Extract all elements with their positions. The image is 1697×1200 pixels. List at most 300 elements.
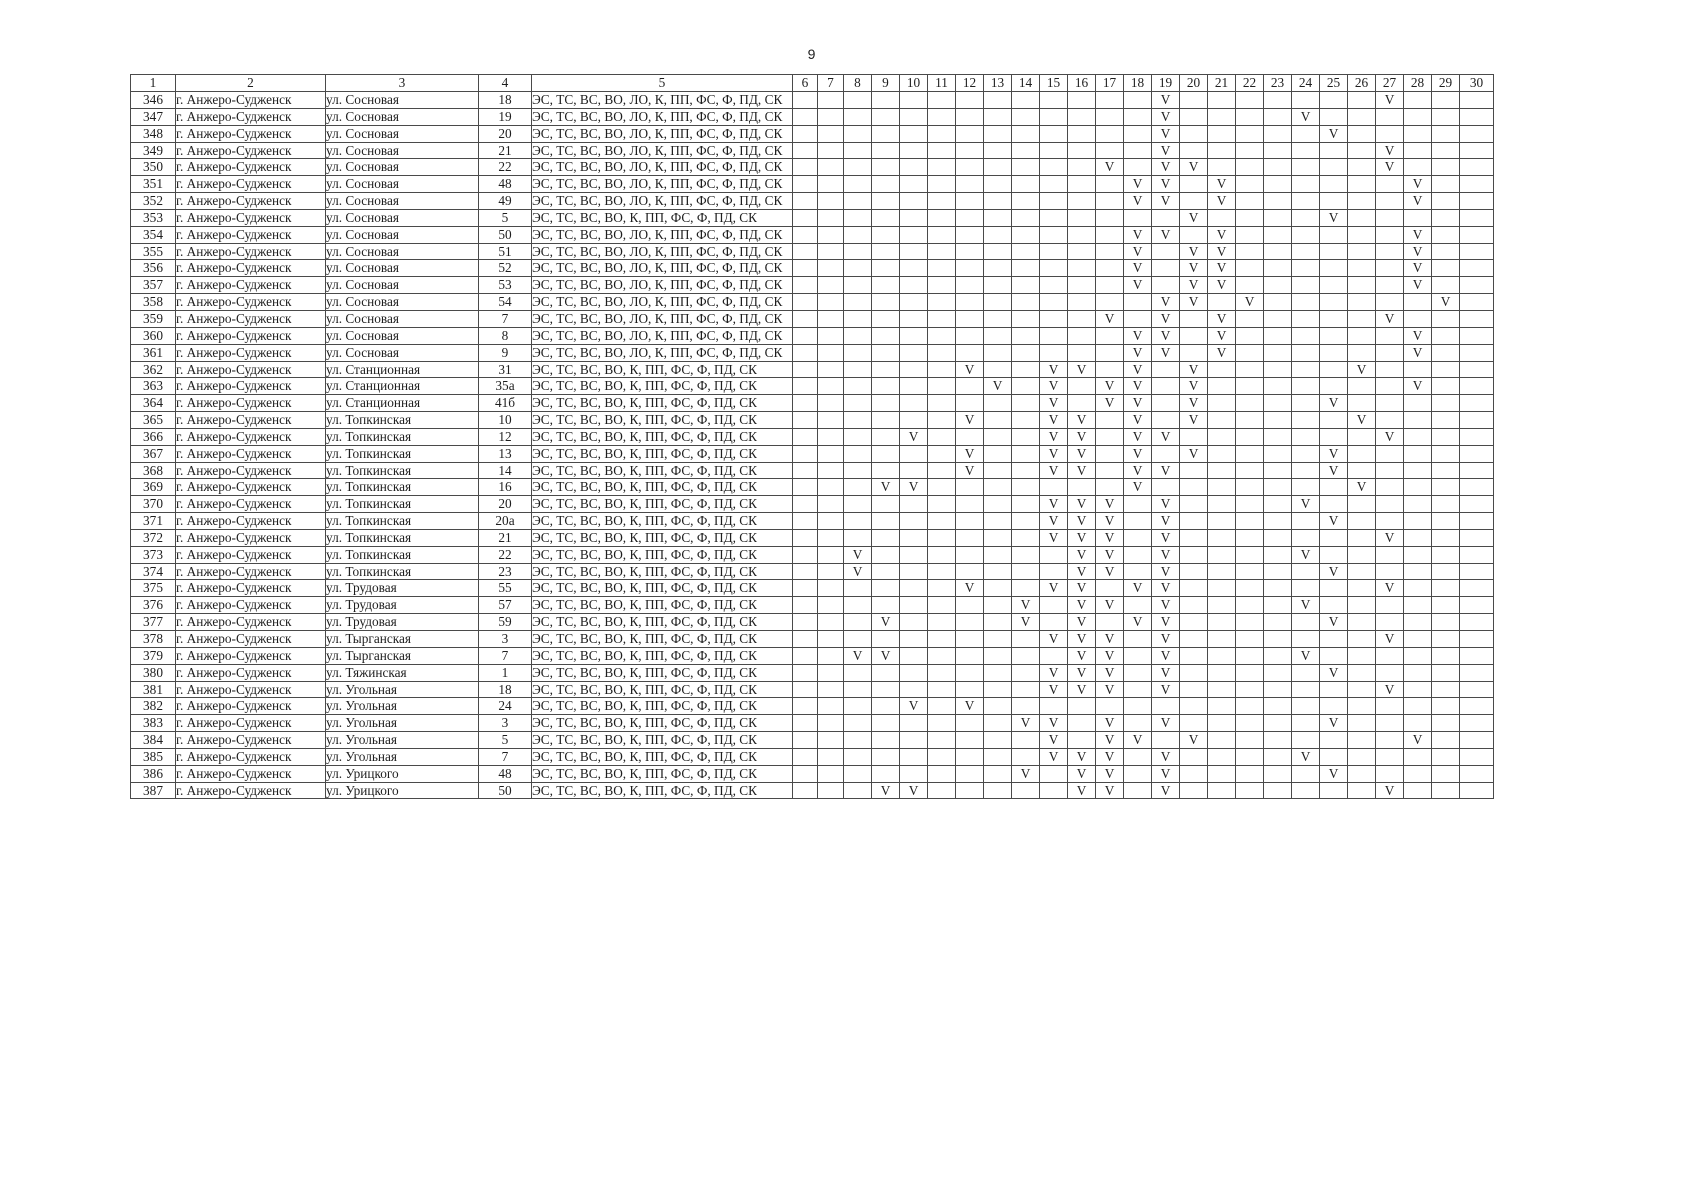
empty-check-cell xyxy=(1012,529,1040,546)
empty-check-cell xyxy=(872,631,900,648)
empty-check-cell xyxy=(1236,92,1264,109)
empty-check-cell xyxy=(1292,479,1320,496)
services-text: ЭС, ТС, ВС, ВО, К, ПП, ФС, Ф, ПД, СК xyxy=(532,597,758,613)
empty-check-cell xyxy=(1264,732,1292,749)
empty-check-cell xyxy=(1236,395,1264,412)
street-cell: ул. Топкинская xyxy=(326,445,479,462)
empty-check-cell xyxy=(872,125,900,142)
check-mark: V xyxy=(1152,108,1180,125)
empty-check-cell xyxy=(1208,765,1236,782)
empty-check-cell xyxy=(872,395,900,412)
check-mark: V xyxy=(1180,209,1208,226)
house-number-cell: 51 xyxy=(479,243,532,260)
empty-check-cell xyxy=(872,445,900,462)
empty-check-cell xyxy=(1012,445,1040,462)
check-mark: V xyxy=(1068,428,1096,445)
empty-check-cell xyxy=(1432,361,1460,378)
empty-check-cell xyxy=(1348,327,1376,344)
empty-check-cell xyxy=(956,496,984,513)
house-number-cell: 20а xyxy=(479,513,532,530)
check-mark: V xyxy=(1404,732,1432,749)
empty-check-cell xyxy=(1264,243,1292,260)
check-mark: V xyxy=(1152,159,1180,176)
empty-check-cell xyxy=(1376,748,1404,765)
check-mark: V xyxy=(1152,748,1180,765)
empty-check-cell xyxy=(1152,698,1180,715)
house-number-cell: 22 xyxy=(479,546,532,563)
empty-check-cell xyxy=(900,732,928,749)
empty-check-cell xyxy=(1432,748,1460,765)
empty-check-cell xyxy=(1376,243,1404,260)
services-text: ЭС, ТС, ВС, ВО, К, ПП, ФС, Ф, ПД, СК xyxy=(532,681,758,697)
empty-check-cell xyxy=(956,631,984,648)
check-mark: V xyxy=(1012,597,1040,614)
empty-check-cell xyxy=(1264,344,1292,361)
empty-check-cell xyxy=(818,462,844,479)
empty-check-cell xyxy=(1264,748,1292,765)
empty-check-cell xyxy=(956,715,984,732)
empty-check-cell xyxy=(1180,698,1208,715)
house-number-cell: 18 xyxy=(479,681,532,698)
empty-check-cell xyxy=(1096,142,1124,159)
check-mark: V xyxy=(956,580,984,597)
empty-check-cell xyxy=(1236,209,1264,226)
empty-check-cell xyxy=(900,260,928,277)
empty-check-cell xyxy=(1236,378,1264,395)
empty-check-cell xyxy=(818,614,844,631)
empty-check-cell xyxy=(844,209,872,226)
empty-check-cell xyxy=(1264,681,1292,698)
row-number: 349 xyxy=(131,142,176,159)
empty-check-cell xyxy=(928,782,956,799)
empty-check-cell xyxy=(1292,395,1320,412)
street-cell: ул. Станционная xyxy=(326,361,479,378)
empty-check-cell xyxy=(1292,732,1320,749)
empty-check-cell xyxy=(872,260,900,277)
street-cell: ул. Топкинская xyxy=(326,496,479,513)
empty-check-cell xyxy=(1236,125,1264,142)
empty-check-cell xyxy=(844,327,872,344)
check-mark: V xyxy=(1292,108,1320,125)
street-cell: ул. Тяжинская xyxy=(326,664,479,681)
services-cell xyxy=(532,395,793,412)
check-mark: V xyxy=(1152,193,1180,210)
empty-check-cell xyxy=(1096,479,1124,496)
city-cell: г. Анжеро-Судженск xyxy=(176,142,326,159)
empty-check-cell xyxy=(1320,277,1348,294)
empty-check-cell xyxy=(1264,462,1292,479)
services-cell xyxy=(532,698,793,715)
street-cell: ул. Трудовая xyxy=(326,597,479,614)
check-mark: V xyxy=(1152,513,1180,530)
check-mark: V xyxy=(900,698,928,715)
house-number-cell: 48 xyxy=(479,765,532,782)
services-text: ЭС, ТС, ВС, ВО, К, ПП, ФС, Ф, ПД, СК xyxy=(532,765,758,781)
empty-check-cell xyxy=(1180,428,1208,445)
house-number-cell: 55 xyxy=(479,580,532,597)
empty-check-cell xyxy=(1292,428,1320,445)
services-cell xyxy=(532,580,793,597)
empty-check-cell xyxy=(1432,597,1460,614)
empty-check-cell xyxy=(844,445,872,462)
empty-check-cell xyxy=(1180,479,1208,496)
empty-check-cell xyxy=(1432,395,1460,412)
empty-check-cell xyxy=(1124,715,1152,732)
row-number: 373 xyxy=(131,546,176,563)
empty-check-cell xyxy=(1460,378,1494,395)
empty-check-cell xyxy=(818,277,844,294)
empty-check-cell xyxy=(1152,479,1180,496)
street-cell: ул. Сосновая xyxy=(326,277,479,294)
services-text: ЭС, ТС, ВС, ВО, ЛО, К, ПП, ФС, Ф, ПД, СК xyxy=(532,92,783,107)
services-text: ЭС, ТС, ВС, ВО, ЛО, К, ПП, ФС, Ф, ПД, СК xyxy=(532,125,783,141)
services-text: ЭС, ТС, ВС, ВО, К, ПП, ФС, Ф, ПД, СК xyxy=(532,563,758,579)
city-cell: г. Анжеро-Судженск xyxy=(176,176,326,193)
empty-check-cell xyxy=(1348,243,1376,260)
empty-check-cell xyxy=(1376,445,1404,462)
empty-check-cell xyxy=(956,125,984,142)
empty-check-cell xyxy=(818,664,844,681)
table-row xyxy=(131,513,1494,530)
empty-check-cell xyxy=(1460,395,1494,412)
empty-check-cell xyxy=(844,260,872,277)
check-mark: V xyxy=(872,479,900,496)
empty-check-cell xyxy=(984,92,1012,109)
check-mark: V xyxy=(1292,647,1320,664)
column-header: 1 xyxy=(131,75,176,92)
empty-check-cell xyxy=(900,378,928,395)
table-row xyxy=(131,479,1494,496)
empty-check-cell xyxy=(872,344,900,361)
empty-check-cell xyxy=(793,209,818,226)
check-mark: V xyxy=(1124,176,1152,193)
empty-check-cell xyxy=(1040,108,1068,125)
check-mark: V xyxy=(1376,159,1404,176)
empty-check-cell xyxy=(984,647,1012,664)
empty-check-cell xyxy=(1208,125,1236,142)
services-cell xyxy=(532,209,793,226)
empty-check-cell xyxy=(1292,513,1320,530)
check-mark: V xyxy=(1376,782,1404,799)
empty-check-cell xyxy=(900,563,928,580)
house-number-cell: 5 xyxy=(479,209,532,226)
column-header: 4 xyxy=(479,75,532,92)
empty-check-cell xyxy=(900,715,928,732)
empty-check-cell xyxy=(818,125,844,142)
empty-check-cell xyxy=(844,310,872,327)
empty-check-cell xyxy=(818,748,844,765)
empty-check-cell xyxy=(844,732,872,749)
empty-check-cell xyxy=(900,681,928,698)
empty-check-cell xyxy=(928,513,956,530)
empty-check-cell xyxy=(956,529,984,546)
empty-check-cell xyxy=(1320,361,1348,378)
empty-check-cell xyxy=(984,176,1012,193)
empty-check-cell xyxy=(1012,462,1040,479)
check-mark: V xyxy=(1124,327,1152,344)
empty-check-cell xyxy=(956,209,984,226)
empty-check-cell xyxy=(1208,664,1236,681)
empty-check-cell xyxy=(1180,529,1208,546)
check-mark: V xyxy=(1376,92,1404,109)
empty-check-cell xyxy=(984,260,1012,277)
empty-check-cell xyxy=(793,378,818,395)
empty-check-cell xyxy=(1236,681,1264,698)
empty-check-cell xyxy=(1012,664,1040,681)
empty-check-cell xyxy=(1264,563,1292,580)
city-cell: г. Анжеро-Судженск xyxy=(176,462,326,479)
empty-check-cell xyxy=(1404,580,1432,597)
services-text: ЭС, ТС, ВС, ВО, К, ПП, ФС, Ф, ПД, СК xyxy=(532,748,758,764)
street-cell: ул. Станционная xyxy=(326,378,479,395)
empty-check-cell xyxy=(793,782,818,799)
check-mark: V xyxy=(1320,462,1348,479)
table-row xyxy=(131,344,1494,361)
empty-check-cell xyxy=(1460,479,1494,496)
empty-check-cell xyxy=(1432,310,1460,327)
empty-check-cell xyxy=(818,428,844,445)
table-row xyxy=(131,664,1494,681)
empty-check-cell xyxy=(1264,159,1292,176)
check-mark: V xyxy=(1012,765,1040,782)
empty-check-cell xyxy=(1012,479,1040,496)
empty-check-cell xyxy=(1404,513,1432,530)
empty-check-cell xyxy=(1292,631,1320,648)
empty-check-cell xyxy=(793,395,818,412)
empty-check-cell xyxy=(872,108,900,125)
empty-check-cell xyxy=(1012,226,1040,243)
check-mark: V xyxy=(1348,361,1376,378)
check-mark: V xyxy=(1096,732,1124,749)
row-number: 371 xyxy=(131,513,176,530)
empty-check-cell xyxy=(900,209,928,226)
empty-check-cell xyxy=(1096,698,1124,715)
empty-check-cell xyxy=(1460,580,1494,597)
empty-check-cell xyxy=(1404,748,1432,765)
empty-check-cell xyxy=(1404,395,1432,412)
empty-check-cell xyxy=(1320,748,1348,765)
empty-check-cell xyxy=(844,108,872,125)
empty-check-cell xyxy=(1432,715,1460,732)
city-cell: г. Анжеро-Судженск xyxy=(176,563,326,580)
empty-check-cell xyxy=(1096,580,1124,597)
row-number: 360 xyxy=(131,327,176,344)
empty-check-cell xyxy=(1068,294,1096,311)
empty-check-cell xyxy=(1460,563,1494,580)
empty-check-cell xyxy=(1152,445,1180,462)
house-number-cell: 23 xyxy=(479,563,532,580)
empty-check-cell xyxy=(1096,176,1124,193)
empty-check-cell xyxy=(1264,209,1292,226)
house-number-cell: 50 xyxy=(479,782,532,799)
services-cell xyxy=(532,782,793,799)
empty-check-cell xyxy=(1460,462,1494,479)
empty-check-cell xyxy=(1460,310,1494,327)
row-number: 353 xyxy=(131,209,176,226)
empty-check-cell xyxy=(1096,125,1124,142)
empty-check-cell xyxy=(1348,193,1376,210)
services-text: ЭС, ТС, ВС, ВО, К, ПП, ФС, Ф, ПД, СК xyxy=(532,462,758,478)
empty-check-cell xyxy=(1460,108,1494,125)
services-text: ЭС, ТС, ВС, ВО, К, ПП, ФС, Ф, ПД, СК xyxy=(532,445,758,461)
check-mark: V xyxy=(1376,142,1404,159)
table-row xyxy=(131,529,1494,546)
empty-check-cell xyxy=(1376,378,1404,395)
city-cell: г. Анжеро-Судженск xyxy=(176,209,326,226)
empty-check-cell xyxy=(793,277,818,294)
row-number: 378 xyxy=(131,631,176,648)
services-cell xyxy=(532,344,793,361)
empty-check-cell xyxy=(1376,614,1404,631)
city-cell: г. Анжеро-Судженск xyxy=(176,92,326,109)
check-mark: V xyxy=(956,445,984,462)
street-cell: ул. Трудовая xyxy=(326,614,479,631)
empty-check-cell xyxy=(1208,647,1236,664)
empty-check-cell xyxy=(984,614,1012,631)
empty-check-cell xyxy=(1040,159,1068,176)
services-text: ЭС, ТС, ВС, ВО, К, ПП, ФС, Ф, ПД, СК xyxy=(532,378,758,394)
empty-check-cell xyxy=(928,92,956,109)
column-header: 5 xyxy=(532,75,793,92)
empty-check-cell xyxy=(1180,496,1208,513)
empty-check-cell xyxy=(1068,226,1096,243)
services-cell xyxy=(532,681,793,698)
empty-check-cell xyxy=(1012,209,1040,226)
services-text: ЭС, ТС, ВС, ВО, К, ПП, ФС, Ф, ПД, СК xyxy=(532,715,758,731)
empty-check-cell xyxy=(1236,108,1264,125)
empty-check-cell xyxy=(1152,260,1180,277)
check-mark: V xyxy=(1040,529,1068,546)
services-cell xyxy=(532,765,793,782)
check-mark: V xyxy=(1040,631,1068,648)
empty-check-cell xyxy=(1264,277,1292,294)
services-text: ЭС, ТС, ВС, ВО, К, ПП, ФС, Ф, ПД, СК xyxy=(532,631,758,646)
empty-check-cell xyxy=(984,748,1012,765)
empty-check-cell xyxy=(1096,361,1124,378)
empty-check-cell xyxy=(956,142,984,159)
check-mark: V xyxy=(1124,462,1152,479)
check-mark: V xyxy=(844,647,872,664)
empty-check-cell xyxy=(872,664,900,681)
empty-check-cell xyxy=(793,226,818,243)
empty-check-cell xyxy=(1460,176,1494,193)
empty-check-cell xyxy=(844,580,872,597)
empty-check-cell xyxy=(1404,462,1432,479)
services-text: ЭС, ТС, ВС, ВО, К, ПП, ФС, Ф, ПД, СК xyxy=(532,698,758,714)
empty-check-cell xyxy=(1432,445,1460,462)
empty-check-cell xyxy=(928,462,956,479)
empty-check-cell xyxy=(928,664,956,681)
empty-check-cell xyxy=(1096,344,1124,361)
empty-check-cell xyxy=(1432,513,1460,530)
row-number: 376 xyxy=(131,597,176,614)
row-number: 361 xyxy=(131,344,176,361)
check-mark: V xyxy=(1040,445,1068,462)
empty-check-cell xyxy=(1012,92,1040,109)
empty-check-cell xyxy=(928,108,956,125)
empty-check-cell xyxy=(1348,563,1376,580)
empty-check-cell xyxy=(1012,412,1040,429)
empty-check-cell xyxy=(1208,715,1236,732)
check-mark: V xyxy=(1348,479,1376,496)
check-mark: V xyxy=(1208,260,1236,277)
empty-check-cell xyxy=(1208,563,1236,580)
empty-check-cell xyxy=(1264,647,1292,664)
empty-check-cell xyxy=(1124,496,1152,513)
empty-check-cell xyxy=(1180,715,1208,732)
empty-check-cell xyxy=(984,108,1012,125)
city-cell: г. Анжеро-Судженск xyxy=(176,412,326,429)
empty-check-cell xyxy=(1208,361,1236,378)
check-mark: V xyxy=(1404,277,1432,294)
empty-check-cell xyxy=(956,765,984,782)
street-cell: ул. Сосновая xyxy=(326,294,479,311)
empty-check-cell xyxy=(1460,546,1494,563)
services-cell xyxy=(532,546,793,563)
check-mark: V xyxy=(956,462,984,479)
empty-check-cell xyxy=(1180,748,1208,765)
empty-check-cell xyxy=(872,428,900,445)
empty-check-cell xyxy=(1348,92,1376,109)
table-row xyxy=(131,445,1494,462)
empty-check-cell xyxy=(900,327,928,344)
empty-check-cell xyxy=(1012,125,1040,142)
empty-check-cell xyxy=(1040,563,1068,580)
empty-check-cell xyxy=(818,715,844,732)
check-mark: V xyxy=(1124,193,1152,210)
check-mark: V xyxy=(1348,412,1376,429)
row-number: 347 xyxy=(131,108,176,125)
column-header: 6 xyxy=(793,75,818,92)
empty-check-cell xyxy=(1124,92,1152,109)
empty-check-cell xyxy=(900,631,928,648)
empty-check-cell xyxy=(1236,782,1264,799)
check-mark: V xyxy=(1208,193,1236,210)
services-cell xyxy=(532,176,793,193)
empty-check-cell xyxy=(844,715,872,732)
empty-check-cell xyxy=(1208,614,1236,631)
row-number: 368 xyxy=(131,462,176,479)
check-mark: V xyxy=(1152,496,1180,513)
empty-check-cell xyxy=(1208,445,1236,462)
empty-check-cell xyxy=(1292,462,1320,479)
empty-check-cell xyxy=(1376,361,1404,378)
street-cell: ул. Топкинская xyxy=(326,529,479,546)
empty-check-cell xyxy=(956,176,984,193)
empty-check-cell xyxy=(1264,226,1292,243)
empty-check-cell xyxy=(1068,92,1096,109)
empty-check-cell xyxy=(1012,344,1040,361)
row-number: 383 xyxy=(131,715,176,732)
empty-check-cell xyxy=(1124,142,1152,159)
check-mark: V xyxy=(1152,580,1180,597)
empty-check-cell xyxy=(1432,159,1460,176)
check-mark: V xyxy=(1040,748,1068,765)
empty-check-cell xyxy=(818,209,844,226)
empty-check-cell xyxy=(956,159,984,176)
services-text: ЭС, ТС, ВС, ВО, К, ПП, ФС, Ф, ПД, СК xyxy=(532,529,758,545)
check-mark: V xyxy=(1180,243,1208,260)
empty-check-cell xyxy=(984,529,1012,546)
empty-check-cell xyxy=(900,294,928,311)
empty-check-cell xyxy=(872,412,900,429)
check-mark: V xyxy=(1320,614,1348,631)
empty-check-cell xyxy=(1264,108,1292,125)
house-number-cell: 35а xyxy=(479,378,532,395)
check-mark: V xyxy=(1180,361,1208,378)
empty-check-cell xyxy=(1236,664,1264,681)
empty-check-cell xyxy=(1180,176,1208,193)
